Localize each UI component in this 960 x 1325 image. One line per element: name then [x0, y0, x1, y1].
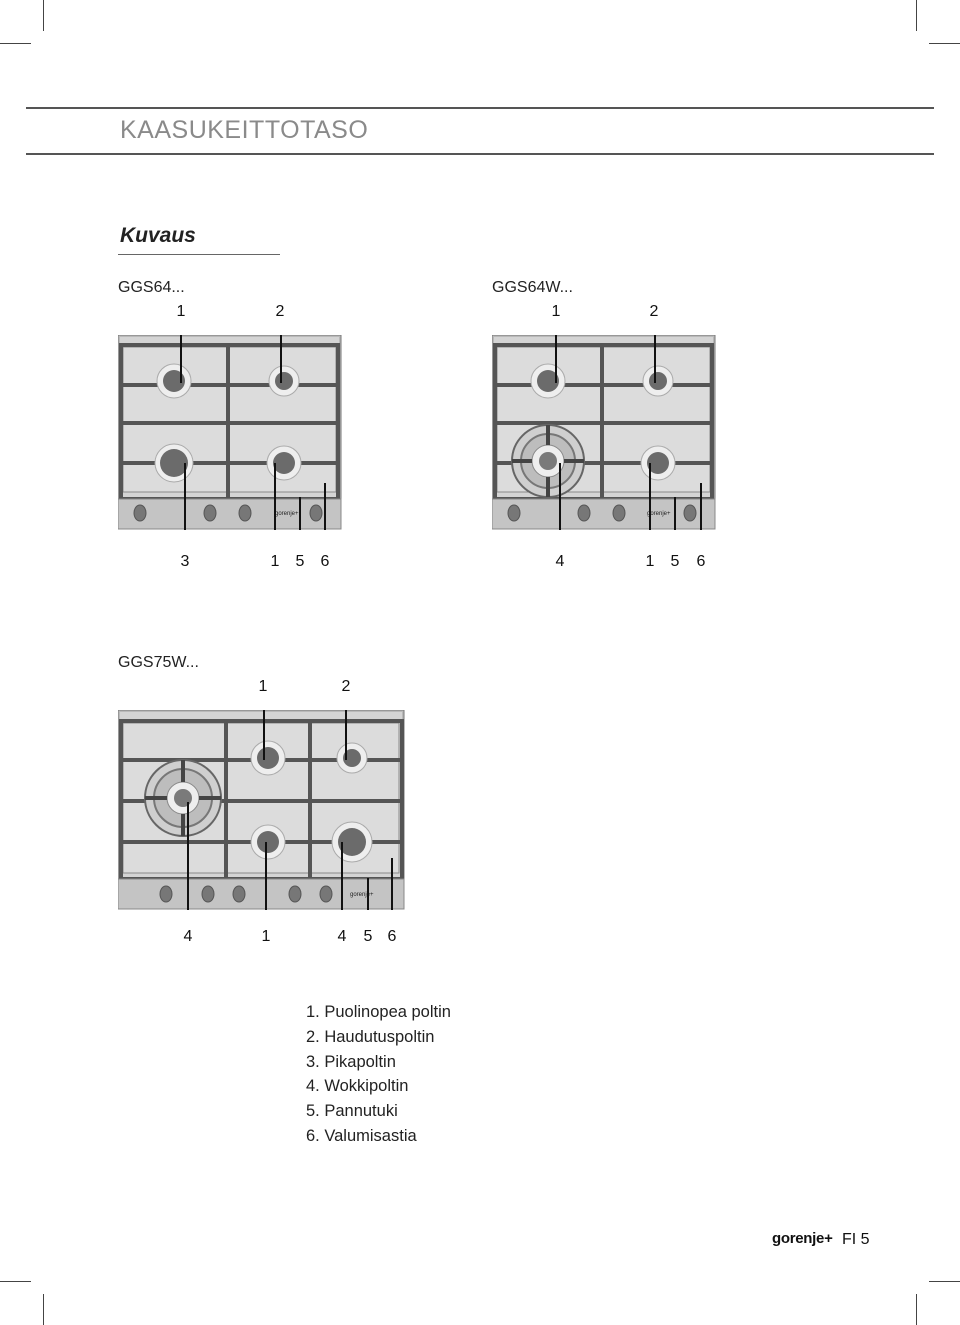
model-label: GGS64... — [118, 279, 185, 296]
wok-burner — [512, 425, 584, 497]
callout-bottom: 1 — [270, 553, 280, 570]
header-rule-top — [26, 107, 934, 109]
parts-legend — [306, 1000, 451, 1149]
callout-bottom: 4 — [555, 553, 565, 570]
burner — [337, 743, 367, 773]
crop-mark — [43, 0, 44, 31]
callout-top: 2 — [341, 678, 351, 695]
section-heading: Kuvaus — [120, 224, 196, 247]
crop-mark — [929, 1281, 960, 1282]
callout-bottom: 5 — [363, 928, 373, 945]
wok-burner — [145, 760, 221, 836]
crop-mark — [916, 1294, 917, 1325]
cooktop-brand: gorenje+ — [275, 511, 299, 517]
burner — [643, 366, 673, 396]
cooktop-diagram-ggs64w — [492, 335, 716, 530]
callout-bottom: 6 — [387, 928, 397, 945]
legend-item: 2. Haudutuspoltin — [306, 1027, 435, 1046]
burner — [251, 825, 285, 859]
burner — [251, 741, 285, 775]
burner — [641, 446, 675, 480]
page-number: FI 5 — [842, 1231, 870, 1248]
cooktop-brand: gorenje+ — [647, 511, 671, 517]
callout-top: 1 — [258, 678, 268, 695]
callout-bottom: 6 — [696, 553, 706, 570]
footer-brand-logo: gorenje+ — [772, 1230, 833, 1247]
legend-item: 5. Pannutuki — [306, 1102, 398, 1121]
crop-mark — [43, 1294, 44, 1325]
legend-item: 6. Valumisastia — [306, 1126, 417, 1145]
callout-bottom: 3 — [180, 553, 190, 570]
crop-mark — [0, 1281, 31, 1282]
model-label: GGS75W... — [118, 654, 199, 671]
cooktop-diagram-ggs75w — [118, 710, 405, 910]
cooktop-brand: gorenje+ — [350, 892, 374, 898]
callout-top: 2 — [649, 303, 659, 320]
callout-bottom: 5 — [670, 553, 680, 570]
crop-mark — [916, 0, 917, 31]
callout-bottom: 1 — [645, 553, 655, 570]
burner — [269, 366, 299, 396]
legend-item: 1. Puolinopea poltin — [306, 1003, 451, 1021]
model-label: GGS64W... — [492, 279, 573, 296]
callout-top: 2 — [275, 303, 285, 320]
burner — [332, 822, 372, 862]
burner — [267, 446, 301, 480]
callout-bottom: 6 — [320, 553, 330, 570]
crop-mark — [0, 43, 31, 44]
callout-bottom: 1 — [261, 928, 271, 945]
header-rule-bottom — [26, 153, 934, 155]
crop-mark — [929, 43, 960, 44]
callout-bottom: 5 — [295, 553, 305, 570]
burner — [155, 444, 193, 482]
page-title: KAASUKEITTOTASO — [120, 116, 369, 144]
callout-bottom: 4 — [183, 928, 193, 945]
legend-item: 4. Wokkipoltin — [306, 1077, 409, 1096]
burner — [531, 364, 565, 398]
callout-top: 1 — [176, 303, 186, 320]
cooktop-diagram-ggs64 — [118, 335, 342, 530]
legend-item: 3. Pikapoltin — [306, 1052, 396, 1071]
callout-bottom: 4 — [337, 928, 347, 945]
section-underline — [118, 254, 280, 255]
callout-top: 1 — [551, 303, 561, 320]
burner — [157, 364, 191, 398]
